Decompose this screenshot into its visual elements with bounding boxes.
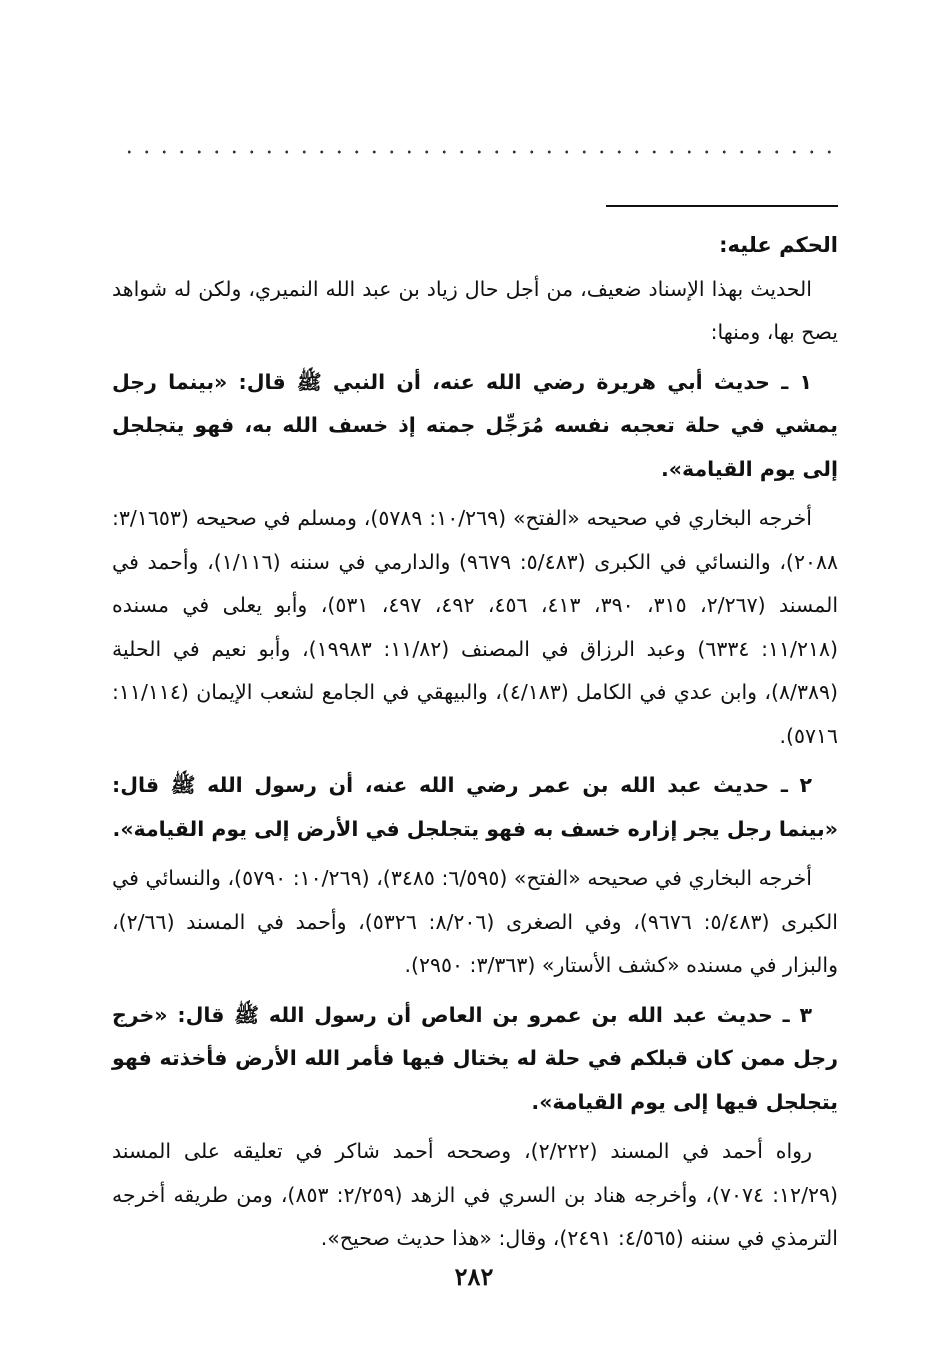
page-number: ٢٨٢	[454, 1262, 494, 1291]
page-content	[112, 224, 838, 1261]
paragraph-takhrij-1: أخرجه البخاري في صحيحه «الفتح» (١٠/٢٦٩: ٥٧٨٩)، ومسلم في صحيحه (٣/١٦٥٣: ٢٠٨٨)، والنسائي في الكبرى (٥/٤٨٣: ٩٦٧٩) والدارمي في سننه (١/١١٦)، وأحمد في المسند (٢/٢٦٧، ٣١٥، ٣٩٠، ٤١٣، ٤٥٦، ٤٩٢، ٤٩٧، ٥٣١)، وأبو يعلى في مسنده (١١/٢١٨: ٦٣٣٤) وعبد الرزاق في المصنف (١١/٨٢: ١٩٩٨٣)، وأبو نعيم في الحلية (٨/٣٨٩)، وابن عدي في الكامل (٤/١٨٣)، والبيهقي في الجامع لشعب الإيمان (١١/١١٤: ٥٧١٦).	[112, 506, 839, 748]
paragraph-hadith-2: ٢ ـ حديث عبد الله بن عمر رضي الله عنه، أن رسول الله ﷺ قال: «بينما رجل يجر إزاره خسف به فهو يتجلجل في الأرض إلى يوم القيامة».	[112, 773, 838, 841]
paragraph-takhrij-2: أخرجه البخاري في صحيحه «الفتح» (٦/٥٩٥: ٣٤٨٥)، (١٠/٢٦٩: ٥٧٩٠)، والنسائي في الكبرى (٥/٤٨٣: ٩٦٧٦)، وفي الصغرى (٨/٢٠٦: ٥٣٢٦)، وأحمد في المسند (٢/٦٦)، والبزار في مسنده «كشف الأستار» (٣/٣٦٣: ٢٩٥٠).	[112, 866, 838, 977]
paragraph-intro: الحديث بهذا الإسناد ضعيف، من أجل حال زياد بن عبد الله النميري، ولكن له شواهد يصح بها، ومنها:	[112, 276, 838, 344]
paragraph-takhrij-3: رواه أحمد في المسند (٢/٢٢٢)، وصححه أحمد شاكر في تعليقه على المسند (١٢/٢٩: ٧٠٧٤)، وأخرجه هناد بن السري في الزهد (٢/٢٥٩: ٨٥٣)، ومن طريقه أخرجه الترمذي في سننه (٤/٥٦٥: ٢٤٩١)، وقال: «هذا حديث صحيح».	[112, 1139, 838, 1250]
dotted-separator	[120, 148, 838, 156]
footnote-rule	[606, 205, 838, 207]
section-heading: الحكم عليه:	[719, 233, 838, 257]
paragraph-hadith-3: ٣ ـ حديث عبد الله بن عمرو بن العاص أن رسول الله ﷺ قال: «خرج رجل ممن كان قبلكم في حلة له يختال فيها فأمر الله الأرض فأخذته فهو يتجلجل فيها إلى يوم القيامة».	[112, 1002, 838, 1114]
paragraph-hadith-1: ١ ـ حديث أبي هريرة رضي الله عنه، أن النبي ﷺ قال: «بينما رجل يمشي في حلة تعجبه نفسه مُرَجِّل جمته إذ خسف الله به، فهو يتجلجل إلى يوم القيامة».	[112, 369, 838, 481]
